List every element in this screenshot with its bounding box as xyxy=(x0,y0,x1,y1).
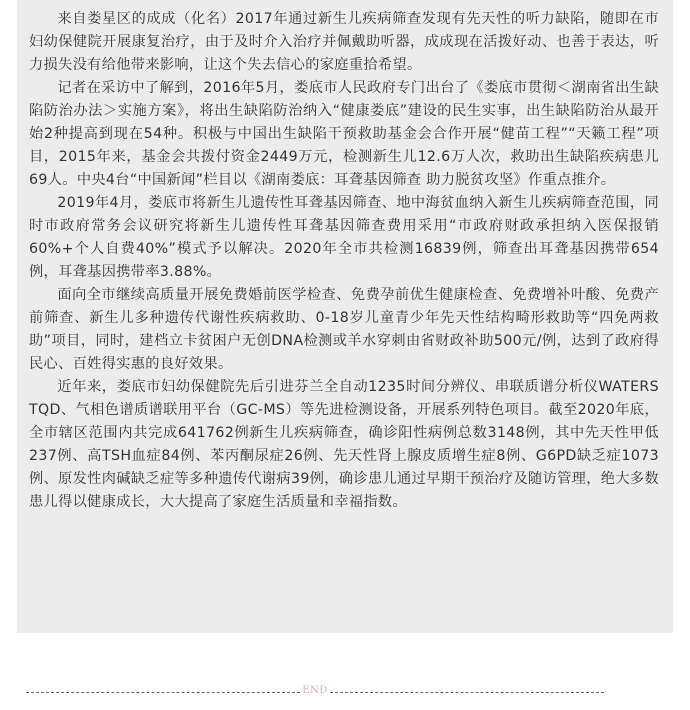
article-paragraph-4: 面向全市继续高质量开展免费婚前医学检查、免费孕前优生健康检查、免费增补叶酸、免费产前筛查、新生儿多种遗传代谢性疾病救助、0-18岁儿童青少年先天性结构畸形救助等“四免两救助”项目，同时，建档立卡贫困户无创DNA检测或羊水穿刺由省财政补助500元/例，达到了政府得民心、百姓得实惠的良好效果。 xyxy=(29,287,659,372)
end-divider xyxy=(26,680,604,700)
article-body xyxy=(17,0,673,633)
article-paragraph-3: 2019年4月，娄底市将新生儿遗传性耳聋基因筛查、地中海贫血纳入新生儿疾病筛查范围，同时市政府常务会议研究将新生儿遗传性耳聋基因筛查费用采用“市政府财政承担纳入医保报销60%+个人自费40%”模式予以解决。2020年全市共检测16839例，筛查出耳聋基因携带654例，耳聋基因携带率3.88%。 xyxy=(29,195,659,280)
article-paragraph-1: 来自娄星区的成成（化名）2017年通过新生儿疾病筛查发现有先天性的听力缺陷，随即在市妇幼保健院开展康复治疗，由于及时介入治疗并佩戴助听器，成成现在活拨好动、也善于表达，听力损失没有给他带来影响，让这个失去信心的家庭重拾希望。 xyxy=(29,11,659,73)
divider-line-left xyxy=(26,692,300,693)
divider-line-right xyxy=(330,692,604,693)
end-label: END xyxy=(302,684,328,696)
article-paragraph-2: 记者在采访中了解到，2016年5月，娄底市人民政府专门出台了《娄底市贯彻＜湖南省出生缺陷防治办法＞实施方案》，将出生缺陷防治纳入“健康娄底”建设的民生实事，出生缺陷防治从最开始2种提高到现在54种。积极与中国出生缺陷干预救助基金会合作开展“健苗工程”“天籁工程”项目，2015年来，基金会共拨付资金2449万元，检测新生儿12.6万人次，救助出生缺陷疾病患儿69人。中央4台“中国新闻”栏目以《湖南娄底：耳聋基因筛查 助力脱贫攻坚》作重点推介。 xyxy=(29,80,659,188)
article-paragraph-5: 近年来，娄底市妇幼保健院先后引进芬兰全自动1235时间分辨仪、串联质谱分析仪WATERS TQD、气相色谱质谱联用平台（GC-MS）等先进检测设备，开展系列特色项目。截至2020年底，全市辖区范围内共完成641762例新生儿疾病筛查，确诊阳性病例总数3148例，其中先天性甲低237例、高TSH血症84例、苯丙酮尿症26例、先天性肾上腺皮质增生症8例、G6PD缺乏症1073例、原发性肉碱缺乏症等多种遗传代谢病39例，确诊患儿通过早期干预治疗及随访管理，绝大多数患儿得以健康成长，大大提高了家庭生活质量和幸福指数。 xyxy=(29,379,659,510)
